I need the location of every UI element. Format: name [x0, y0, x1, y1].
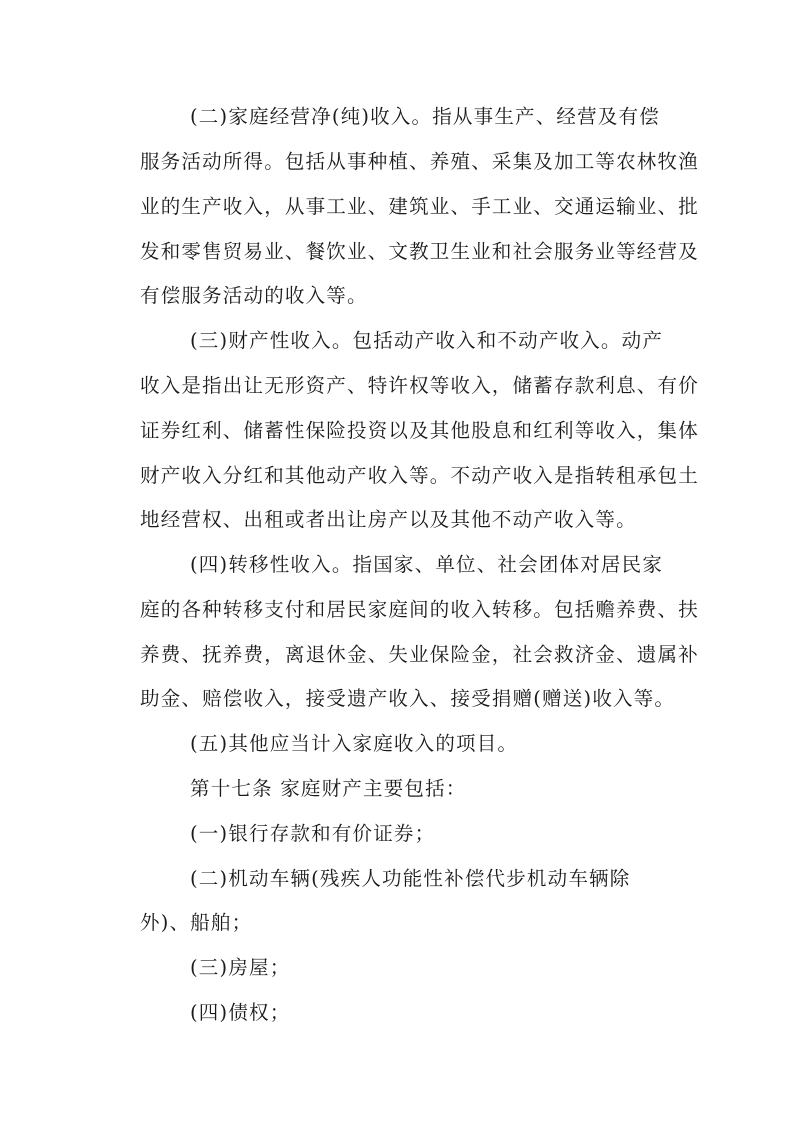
text-line: (四)债权；: [190, 1001, 291, 1024]
text-line: (二)机动车辆(残疾人功能性补偿代步机动车辆除: [190, 867, 631, 890]
text-line: (三)房屋；: [190, 956, 291, 979]
text-line: (二)家庭经营净(纯)收入。指从事生产、经营及有偿: [190, 105, 660, 128]
text-line: (四)转移性收入。指国家、单位、社会团体对居民家: [190, 553, 664, 576]
text-line: 有偿服务活动的收入等。: [140, 284, 368, 307]
text-line: (五)其他应当计入家庭收入的项目。: [190, 732, 519, 755]
article-heading: 第十七条 家庭财产主要包括：: [190, 777, 467, 800]
text-line: 证券红利、储蓄性保险投资以及其他股息和红利等收入，集体: [140, 419, 699, 442]
text-line: 发和零售贸易业、餐饮业、文教卫生业和社会服务业等经营及: [140, 240, 699, 263]
text-line: 收入是指出让无形资产、特许权等收入，储蓄存款利息、有价: [140, 374, 699, 397]
text-line: (一)银行存款和有价证券；: [190, 822, 436, 845]
text-line: 财产收入分红和其他动产收入等。不动产收入是指转租承包土: [140, 464, 699, 487]
text-line: 助金、赔偿收入，接受遗产收入、接受捐赠(赠送)收入等。: [140, 687, 676, 710]
text-line: 地经营权、出租或者出让房产以及其他不动产收入等。: [140, 508, 637, 531]
text-line: (三)财产性收入。包括动产收入和不动产收入。动产: [190, 329, 664, 352]
text-line: 业的生产收入，从事工业、建筑业、手工业、交通运输业、批: [140, 195, 699, 218]
text-line: 庭的各种转移支付和居民家庭间的收入转移。包括赡养费、扶: [140, 598, 699, 621]
text-line: 养费、抚养费，离退休金、失业保险金，社会救济金、遗属补: [140, 643, 699, 666]
text-line: 外)、船舶；: [140, 911, 253, 934]
text-line: 服务活动所得。包括从事种植、养殖、采集及加工等农林牧渔: [140, 150, 699, 173]
